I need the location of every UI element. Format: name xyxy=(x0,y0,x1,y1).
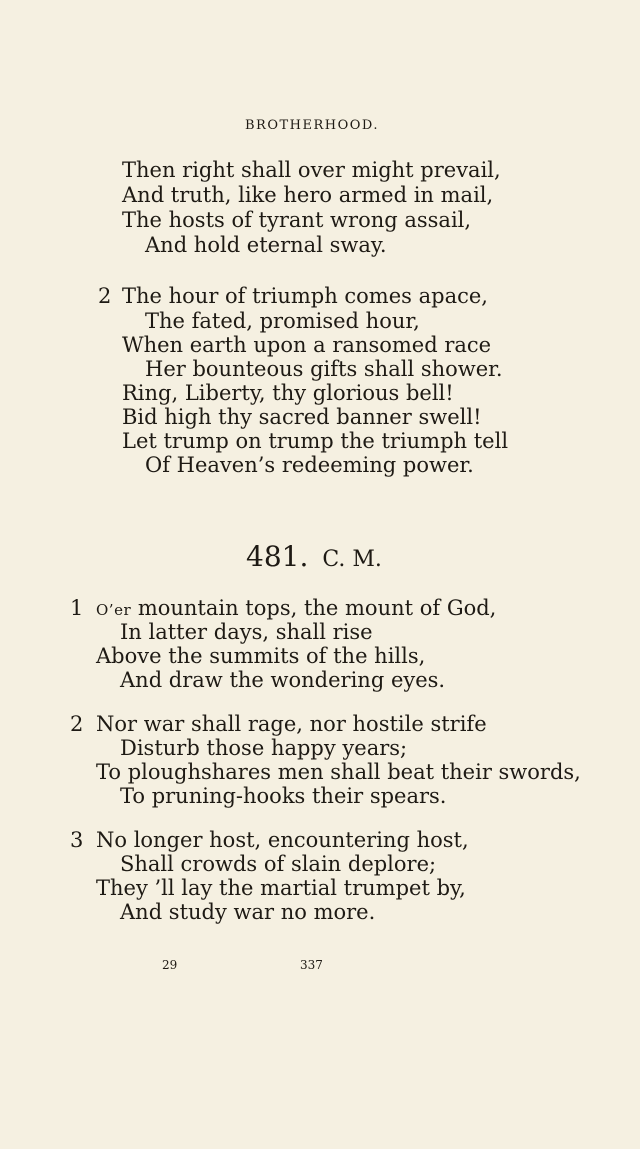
hymn-meter: C. M. xyxy=(322,547,382,572)
verse-line: The hour of triumph comes apace, xyxy=(122,284,488,308)
verse-line: Above the summits of the hills, xyxy=(96,644,426,668)
hymn-number: 481. xyxy=(246,540,309,573)
stanza-number: 3 xyxy=(70,828,84,852)
verse-line: Her bounteous gifts shall shower. xyxy=(145,357,503,381)
verse-line: And hold eternal sway. xyxy=(145,233,387,257)
verse-line xyxy=(96,598,496,619)
verse-line: Then right shall over might prevail, xyxy=(122,158,501,182)
small-caps-word: O’er xyxy=(96,601,132,619)
verse-line: The fated, promised hour, xyxy=(145,309,420,333)
verse-line: When earth upon a ransomed race xyxy=(122,333,492,357)
verse-line: Disturb those happy years; xyxy=(120,736,408,760)
running-head-text: BROTHERHOOD. xyxy=(245,118,380,133)
verse-line: The hosts of tyrant wrong assail, xyxy=(122,208,472,232)
stanza-number: 1 xyxy=(70,596,84,620)
signature-mark: 29 xyxy=(162,958,178,972)
verse-line: No longer host, encountering host, xyxy=(96,828,469,852)
verse-line: And study war no more. xyxy=(120,900,376,924)
verse-line: And truth, like hero armed in mail, xyxy=(122,183,494,207)
verse-line: Bid high thy sacred banner swell! xyxy=(122,405,482,429)
stanza-number: 2 xyxy=(70,712,84,736)
verse-line: Let trump on trump the triumph tell xyxy=(122,429,509,453)
verse-line: To pruning-hooks their spears. xyxy=(120,784,447,808)
page-number: 337 xyxy=(300,958,323,972)
verse-line: And draw the wondering eyes. xyxy=(120,668,446,692)
verse-line: Ring, Liberty, thy glorious bell! xyxy=(122,381,454,405)
verse-line: In latter days, shall rise xyxy=(120,620,373,644)
verse-line: Of Heaven’s redeeming power. xyxy=(145,453,474,477)
verse-line-rest: mountain tops, the mount of God, xyxy=(137,596,497,620)
verse-line: To ploughshares men shall beat their swords, xyxy=(96,760,581,784)
verse-line: They ’ll lay the martial trumpet by, xyxy=(96,876,466,900)
verse-line: Shall crowds of slain deplore; xyxy=(120,852,437,876)
stanza-number: 2 xyxy=(98,284,112,308)
verse-line: Nor war shall rage, nor hostile strife xyxy=(96,712,487,736)
hymn-heading xyxy=(246,540,382,573)
